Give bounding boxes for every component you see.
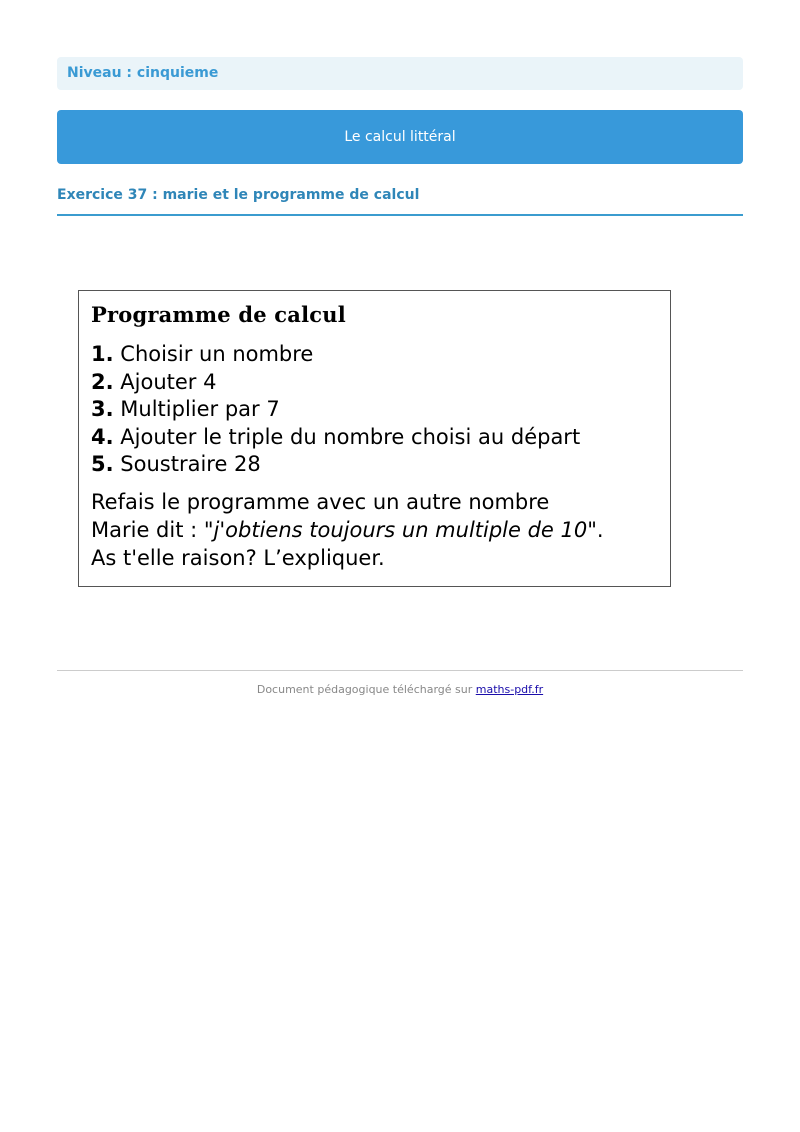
quote-suffix: ". xyxy=(587,518,604,542)
level-label: Niveau : cinquieme xyxy=(67,65,219,81)
program-title: Programme de calcul xyxy=(91,302,346,327)
step-text: Choisir un nombre xyxy=(120,342,314,366)
step-item xyxy=(91,424,580,452)
step-text: Multiplier par 7 xyxy=(120,397,280,421)
chapter-title: Le calcul littéral xyxy=(344,129,456,145)
step-number: 3. xyxy=(91,397,114,421)
step-number: 4. xyxy=(91,424,114,449)
step-item xyxy=(91,341,580,369)
question-line-3: As t'elle raison? L’expliquer. xyxy=(91,546,385,570)
exercise-title: Exercice 37 : marie et le programme de calcul xyxy=(57,186,743,216)
step-number: 5. xyxy=(91,452,114,476)
footer xyxy=(57,683,743,696)
step-number: 1. xyxy=(91,342,114,366)
footer-divider xyxy=(57,670,743,671)
level-banner xyxy=(57,57,743,90)
chapter-banner xyxy=(57,110,743,164)
program-questions xyxy=(91,488,604,572)
quote-prefix: Marie dit : " xyxy=(91,518,214,542)
step-text: Soustraire 28 xyxy=(120,452,261,476)
program-steps xyxy=(91,341,580,479)
step-item xyxy=(91,396,580,424)
footer-link[interactable]: maths-pdf.fr xyxy=(475,683,544,696)
step-text: Ajouter le triple du nombre choisi au départ xyxy=(120,424,581,449)
program-figure xyxy=(78,290,671,587)
footer-text: Document pédagogique téléchargé sur xyxy=(256,683,476,696)
question-line-1: Refais le programme avec un autre nombre xyxy=(91,490,550,514)
marie-quote: j'obtiens toujours un multiple de 10 xyxy=(213,518,588,542)
step-item xyxy=(91,451,580,479)
step-text: Ajouter 4 xyxy=(120,369,217,394)
question-line-2 xyxy=(91,516,604,544)
step-number: 2. xyxy=(91,369,114,394)
step-item xyxy=(91,369,580,397)
